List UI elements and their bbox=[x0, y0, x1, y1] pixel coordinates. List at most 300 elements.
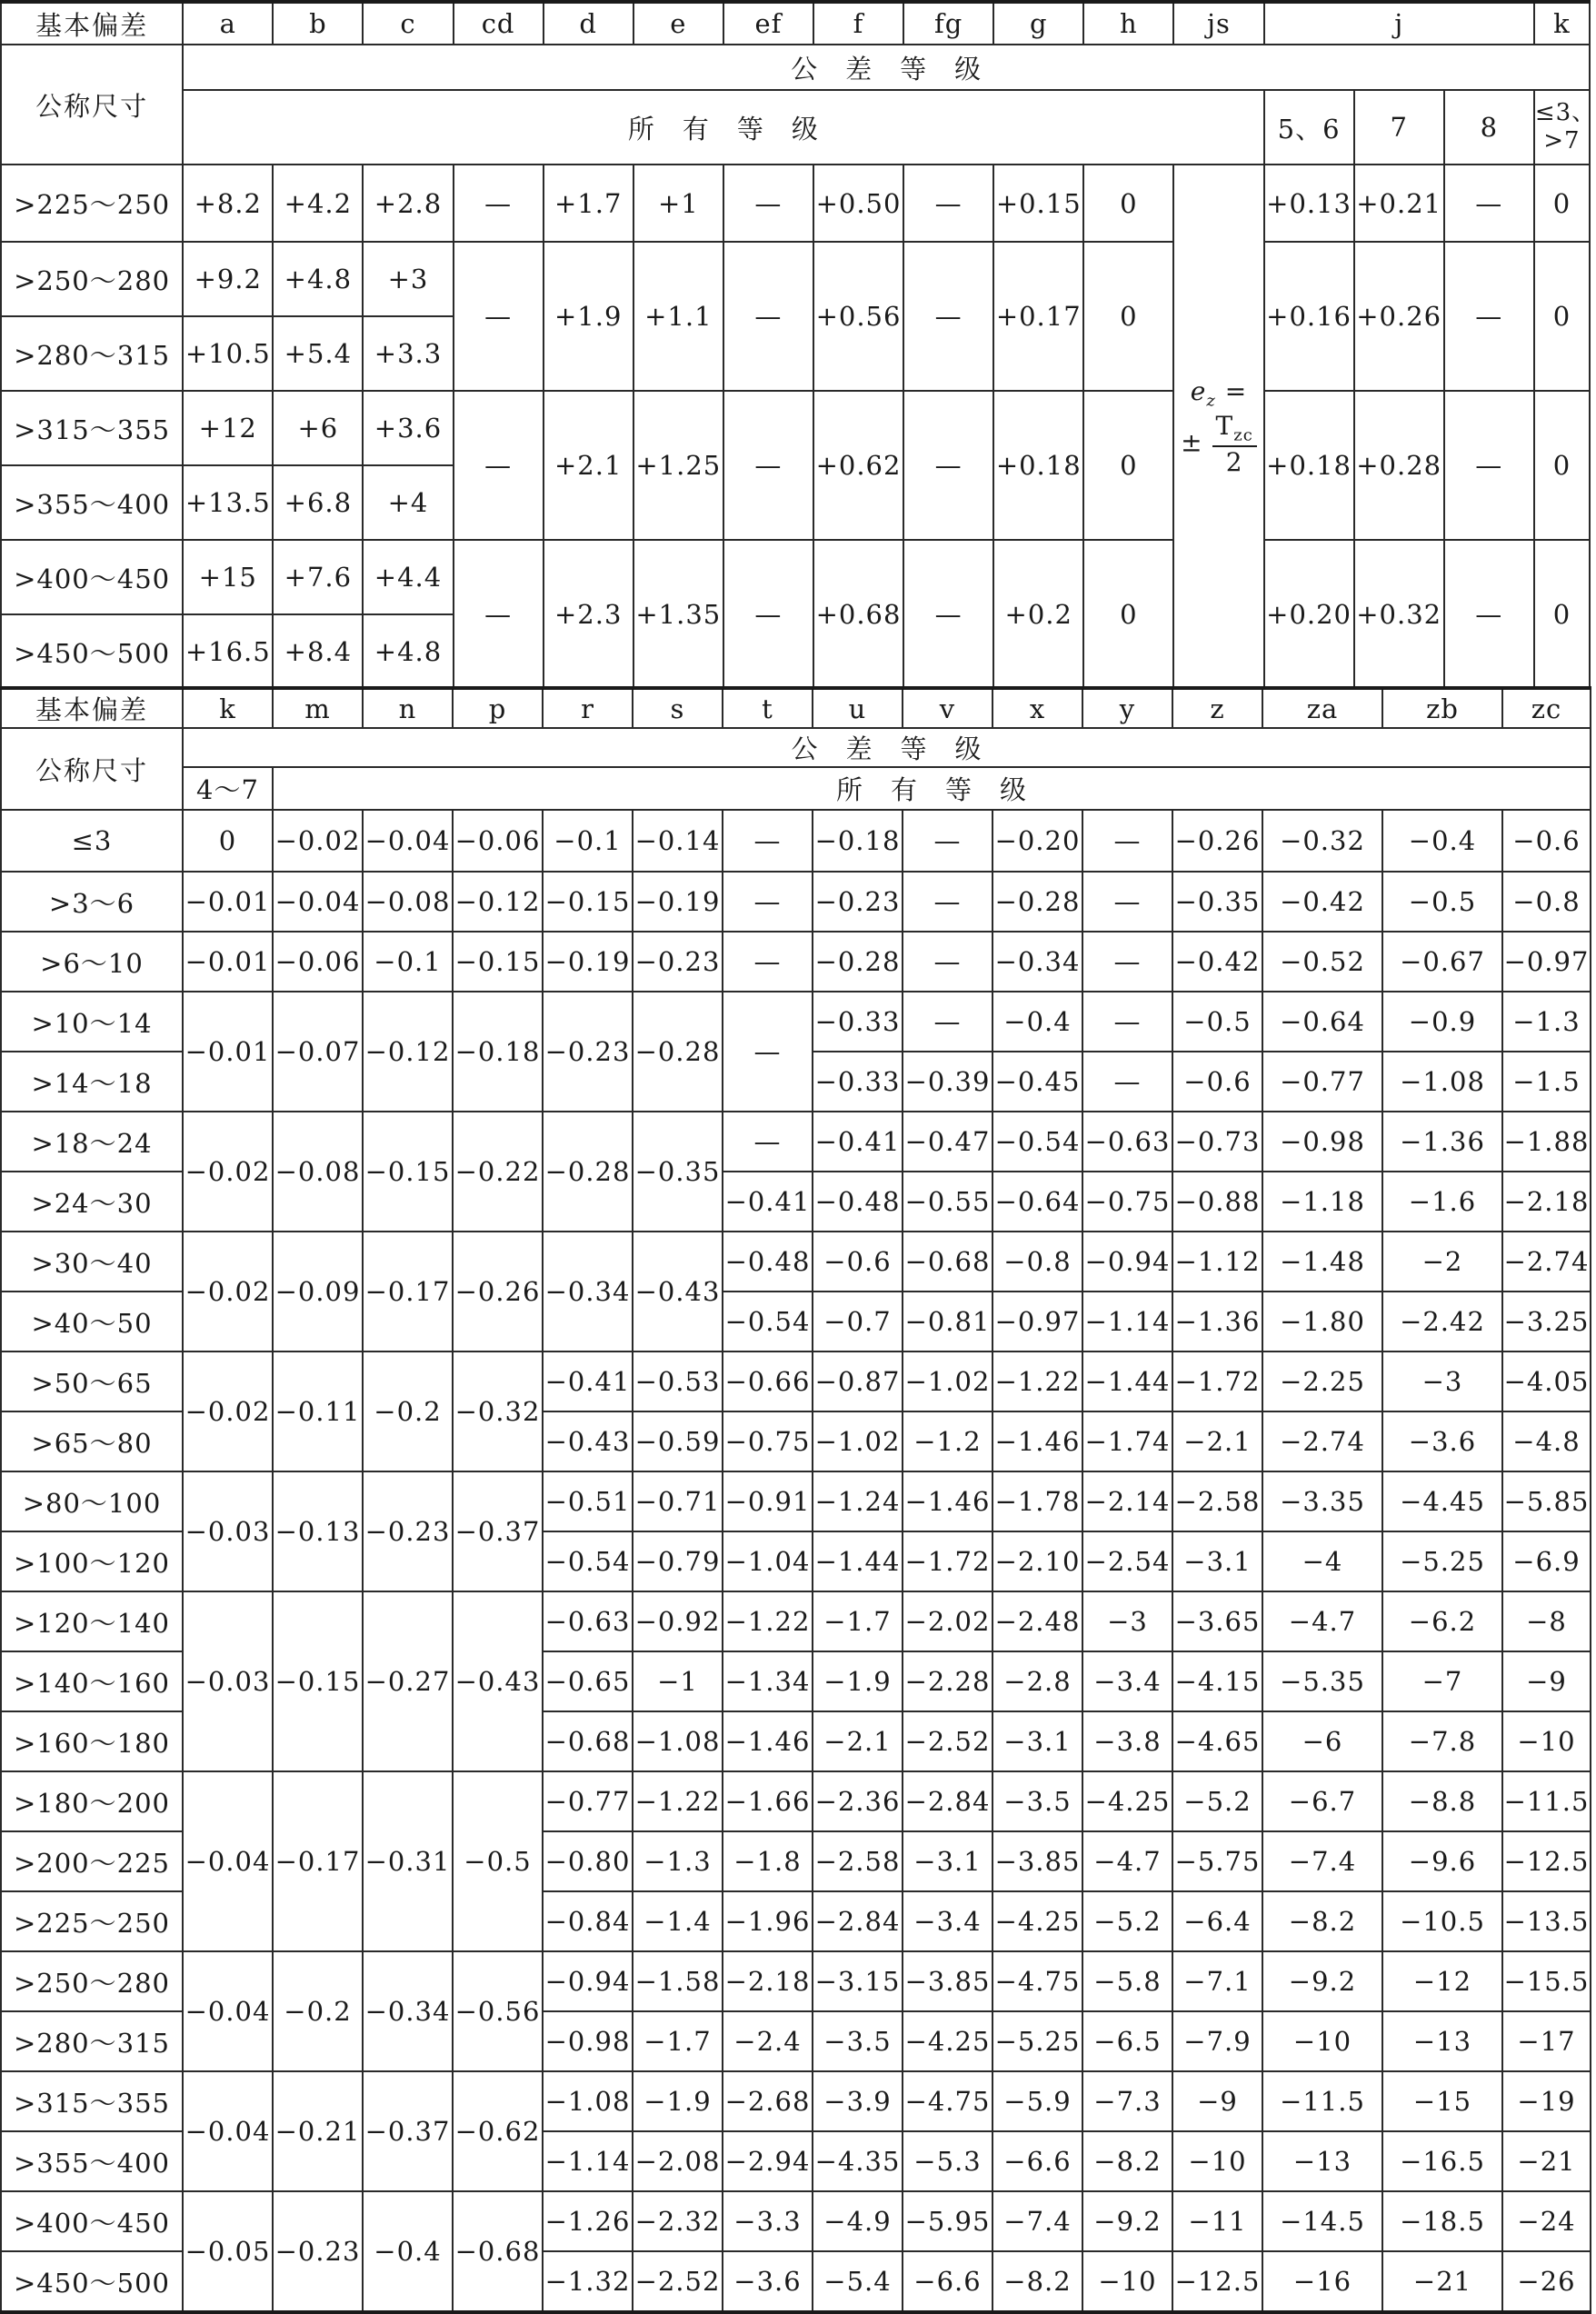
value-za: −11.5 bbox=[1262, 2071, 1382, 2131]
deviation-letter-m: m bbox=[273, 688, 363, 728]
value-u: −3.15 bbox=[813, 1951, 903, 2011]
value-k: −0.04 bbox=[183, 1951, 273, 2071]
value-z: −11 bbox=[1172, 2191, 1262, 2251]
value-m: −0.15 bbox=[273, 1591, 363, 1771]
value-k: −0.04 bbox=[183, 1771, 273, 1951]
value-y: −1.44 bbox=[1082, 1351, 1172, 1411]
value-s: −0.43 bbox=[633, 1232, 723, 1351]
value-x: −7.4 bbox=[993, 2191, 1082, 2251]
value-x: −0.54 bbox=[993, 1112, 1082, 1172]
nominal-size: >30～40 bbox=[1, 1232, 183, 1292]
value-zc: −1.88 bbox=[1502, 1112, 1591, 1172]
value-za: −0.77 bbox=[1262, 1052, 1382, 1112]
value-z: −4.65 bbox=[1172, 1711, 1262, 1771]
table-row bbox=[1, 1232, 1591, 1292]
value-za: −0.52 bbox=[1262, 932, 1382, 992]
value-p: −0.12 bbox=[453, 872, 543, 932]
nominal-size: >100～120 bbox=[1, 1531, 183, 1591]
nominal-size: >355～400 bbox=[1, 2131, 183, 2191]
value-p: −0.32 bbox=[453, 1351, 543, 1471]
value-m: −0.07 bbox=[273, 992, 363, 1112]
value-s: −1.58 bbox=[633, 1951, 723, 2011]
value-p: −0.5 bbox=[453, 1771, 543, 1951]
value-z: −0.26 bbox=[1172, 810, 1262, 872]
value-n: −0.2 bbox=[363, 1351, 453, 1471]
table-row bbox=[1, 810, 1591, 872]
value-t: −1.96 bbox=[723, 1891, 813, 1951]
value-zb: −3.6 bbox=[1382, 1411, 1502, 1471]
value-u: −1.02 bbox=[813, 1411, 903, 1471]
value-n: −0.37 bbox=[363, 2071, 453, 2191]
nominal-size: >50～65 bbox=[1, 1351, 183, 1411]
table-row bbox=[1, 2191, 1591, 2251]
value-z: −5.75 bbox=[1172, 1831, 1262, 1891]
value-x: −2.10 bbox=[993, 1531, 1082, 1591]
value-za: −6 bbox=[1262, 1711, 1382, 1771]
value-t: −0.54 bbox=[723, 1292, 813, 1351]
value-t: — bbox=[723, 992, 813, 1112]
value-x: −0.20 bbox=[993, 810, 1082, 872]
value-t: — bbox=[723, 872, 813, 932]
value-za: −0.98 bbox=[1262, 1112, 1382, 1172]
value-zc: −0.97 bbox=[1502, 932, 1591, 992]
value-y: −0.75 bbox=[1082, 1172, 1172, 1232]
value-zb: −1.08 bbox=[1382, 1052, 1502, 1112]
deviation-letter-s: s bbox=[633, 688, 723, 728]
value-v: — bbox=[903, 992, 993, 1052]
value-z: −7.1 bbox=[1172, 1951, 1262, 2011]
value-x: −0.28 bbox=[993, 872, 1082, 932]
value-z: −7.9 bbox=[1172, 2011, 1262, 2071]
table-row bbox=[1, 992, 1591, 1052]
table-row bbox=[1, 540, 1590, 614]
value-z: −1.12 bbox=[1172, 1232, 1262, 1292]
value-c: +2.8 bbox=[363, 165, 453, 242]
value-z: −2.58 bbox=[1172, 1471, 1262, 1531]
j-grade-0: 5、6 bbox=[1264, 90, 1354, 165]
value-c: +3.6 bbox=[363, 391, 453, 465]
value-c: +3 bbox=[363, 242, 453, 316]
value-t: −0.41 bbox=[723, 1172, 813, 1232]
header-row bbox=[1, 45, 1590, 90]
value-t: — bbox=[723, 810, 813, 872]
value-za: −4.7 bbox=[1262, 1591, 1382, 1651]
value-v: −3.4 bbox=[903, 1891, 993, 1951]
value-t: −0.91 bbox=[723, 1471, 813, 1531]
nominal-size: >225～250 bbox=[1, 1891, 183, 1951]
value-za: −7.4 bbox=[1262, 1831, 1382, 1891]
tolerance-grade-label: 公 差 等 级 bbox=[183, 728, 1591, 767]
value-z: −1.72 bbox=[1172, 1351, 1262, 1411]
value-zc: −6.9 bbox=[1502, 1531, 1591, 1591]
value-v: −0.55 bbox=[903, 1172, 993, 1232]
value-m: −0.04 bbox=[273, 872, 363, 932]
value-v: −6.6 bbox=[903, 2251, 993, 2312]
value-m: −0.13 bbox=[273, 1471, 363, 1591]
value-t: −0.66 bbox=[723, 1351, 813, 1411]
value-r: −0.68 bbox=[543, 1711, 633, 1771]
all-grades-label: 所 有 等 级 bbox=[273, 767, 1591, 810]
value-zc: −19 bbox=[1502, 2071, 1591, 2131]
value-p: −0.37 bbox=[453, 1471, 543, 1591]
value-t: −2.94 bbox=[723, 2131, 813, 2191]
value-k: −0.05 bbox=[183, 2191, 273, 2312]
value-v: −2.52 bbox=[903, 1711, 993, 1771]
value-m: −0.17 bbox=[273, 1771, 363, 1951]
value-y: −5.8 bbox=[1082, 1951, 1172, 2011]
table-row bbox=[1, 391, 1590, 465]
value-u: −0.23 bbox=[813, 872, 903, 932]
table-row bbox=[1, 1351, 1591, 1411]
value-a: +10.5 bbox=[183, 316, 273, 391]
nominal-size: >160～180 bbox=[1, 1711, 183, 1771]
value-h: 0 bbox=[1083, 165, 1173, 242]
nominal-size: >450～500 bbox=[1, 2251, 183, 2312]
value-v: −1.72 bbox=[903, 1531, 993, 1591]
value-t: −1.34 bbox=[723, 1651, 813, 1711]
value-x: −1.78 bbox=[993, 1471, 1082, 1531]
value-za: −1.48 bbox=[1262, 1232, 1382, 1292]
value-f: +0.68 bbox=[813, 540, 903, 689]
formula-pm: ± bbox=[1181, 427, 1203, 458]
value-za: −14.5 bbox=[1262, 2191, 1382, 2251]
value-j7: +0.28 bbox=[1354, 391, 1444, 540]
value-n: −0.34 bbox=[363, 1951, 453, 2071]
all-grades-label: 所 有 等 级 bbox=[183, 90, 1263, 165]
value-e: +1.25 bbox=[633, 391, 723, 540]
deviation-letter-u: u bbox=[813, 688, 903, 728]
value-za: −1.18 bbox=[1262, 1172, 1382, 1232]
value-r: −0.23 bbox=[543, 992, 633, 1112]
nominal-size: ≤3 bbox=[1, 810, 183, 872]
value-b: +7.6 bbox=[273, 540, 363, 614]
value-v: −2.28 bbox=[903, 1651, 993, 1711]
value-za: −1.80 bbox=[1262, 1292, 1382, 1351]
value-fg: — bbox=[903, 391, 993, 540]
value-s: −0.71 bbox=[633, 1471, 723, 1531]
value-zc: −0.6 bbox=[1502, 810, 1591, 872]
value-t: −2.4 bbox=[723, 2011, 813, 2071]
value-z: −12.5 bbox=[1172, 2251, 1262, 2312]
value-z: −5.2 bbox=[1172, 1771, 1262, 1831]
value-x: −5.9 bbox=[993, 2071, 1082, 2131]
nominal-size: >3～6 bbox=[1, 872, 183, 932]
value-h: 0 bbox=[1083, 540, 1173, 689]
value-r: −0.94 bbox=[543, 1951, 633, 2011]
value-p: −0.68 bbox=[453, 2191, 543, 2312]
value-d: +1.7 bbox=[544, 165, 633, 242]
value-n: −0.04 bbox=[363, 810, 453, 872]
value-z: −1.36 bbox=[1172, 1292, 1262, 1351]
value-t: — bbox=[723, 932, 813, 992]
value-y: −6.5 bbox=[1082, 2011, 1172, 2071]
value-zc: −10 bbox=[1502, 1711, 1591, 1771]
value-x: −0.97 bbox=[993, 1292, 1082, 1351]
value-r: −0.19 bbox=[543, 932, 633, 992]
value-c: +4.8 bbox=[363, 614, 453, 689]
value-s: −0.14 bbox=[633, 810, 723, 872]
value-s: −0.79 bbox=[633, 1531, 723, 1591]
nominal-size: >400～450 bbox=[1, 2191, 183, 2251]
nominal-size: >225～250 bbox=[1, 165, 183, 242]
deviation-letter-n: n bbox=[363, 688, 453, 728]
value-u: −0.87 bbox=[813, 1351, 903, 1411]
value-z: −10 bbox=[1172, 2131, 1262, 2191]
value-u: −4.35 bbox=[813, 2131, 903, 2191]
value-zb: −8.8 bbox=[1382, 1771, 1502, 1831]
value-t: −1.04 bbox=[723, 1531, 813, 1591]
value-t: −0.75 bbox=[723, 1411, 813, 1471]
nominal-size: >315～355 bbox=[1, 391, 183, 465]
value-zc: −4.8 bbox=[1502, 1411, 1591, 1471]
value-x: −3.1 bbox=[993, 1711, 1082, 1771]
value-r: −0.51 bbox=[543, 1471, 633, 1531]
value-k: −0.02 bbox=[183, 1351, 273, 1471]
value-zc: −4.05 bbox=[1502, 1351, 1591, 1411]
deviation-letter-h: h bbox=[1083, 2, 1173, 45]
value-r: −1.26 bbox=[543, 2191, 633, 2251]
value-d: +2.1 bbox=[544, 391, 633, 540]
value-z: −0.6 bbox=[1172, 1052, 1262, 1112]
value-y: −5.2 bbox=[1082, 1891, 1172, 1951]
value-zb: −0.5 bbox=[1382, 872, 1502, 932]
value-u: −5.4 bbox=[813, 2251, 903, 2312]
value-t: −1.46 bbox=[723, 1711, 813, 1771]
deviation-letter-a: a bbox=[183, 2, 273, 45]
deviation-letter-d: d bbox=[544, 2, 633, 45]
value-p: −0.18 bbox=[453, 992, 543, 1112]
value-zb: −4.45 bbox=[1382, 1471, 1502, 1531]
deviation-letter-e: e bbox=[633, 2, 723, 45]
value-b: +5.4 bbox=[273, 316, 363, 391]
value-x: −4.25 bbox=[993, 1891, 1082, 1951]
nominal-size: >80～100 bbox=[1, 1471, 183, 1531]
value-zb: −5.25 bbox=[1382, 1531, 1502, 1591]
value-zb: −10.5 bbox=[1382, 1891, 1502, 1951]
value-s: −0.28 bbox=[633, 992, 723, 1112]
value-fg: — bbox=[903, 540, 993, 689]
value-g: +0.18 bbox=[993, 391, 1083, 540]
value-k: −0.02 bbox=[183, 1232, 273, 1351]
value-p: −0.62 bbox=[453, 2071, 543, 2191]
nominal-size: >65～80 bbox=[1, 1411, 183, 1471]
value-u: −0.33 bbox=[813, 992, 903, 1052]
value-k: −0.02 bbox=[183, 1112, 273, 1232]
value-b: +4.2 bbox=[273, 165, 363, 242]
value-b: +6 bbox=[273, 391, 363, 465]
value-n: −0.1 bbox=[363, 932, 453, 992]
value-f: +0.62 bbox=[813, 391, 903, 540]
value-zc: −3.25 bbox=[1502, 1292, 1591, 1351]
value-k: −0.01 bbox=[183, 872, 273, 932]
value-zc: −8 bbox=[1502, 1591, 1591, 1651]
value-n: −0.17 bbox=[363, 1232, 453, 1351]
value-zb: −9.6 bbox=[1382, 1831, 1502, 1891]
value-z: −2.1 bbox=[1172, 1411, 1262, 1471]
value-u: −0.28 bbox=[813, 932, 903, 992]
nominal-size-label: 公称尺寸 bbox=[1, 728, 183, 810]
value-fg: — bbox=[903, 242, 993, 391]
nominal-size: >10～14 bbox=[1, 992, 183, 1052]
nominal-size: >280～315 bbox=[1, 2011, 183, 2071]
deviation-letter-f: f bbox=[813, 2, 903, 45]
value-zb: −1.6 bbox=[1382, 1172, 1502, 1232]
value-y: — bbox=[1082, 872, 1172, 932]
nominal-size: >6～10 bbox=[1, 932, 183, 992]
value-t: — bbox=[723, 1112, 813, 1172]
value-k: −0.03 bbox=[183, 1471, 273, 1591]
value-y: −4.7 bbox=[1082, 1831, 1172, 1891]
header-row bbox=[1, 688, 1591, 728]
value-k: 0 bbox=[1534, 391, 1590, 540]
value-zb: −12 bbox=[1382, 1951, 1502, 2011]
value-y: −1.14 bbox=[1082, 1292, 1172, 1351]
value-cd: — bbox=[454, 391, 544, 540]
value-j7: +0.32 bbox=[1354, 540, 1444, 689]
deviation-letter-k: k bbox=[183, 688, 273, 728]
value-n: −0.27 bbox=[363, 1591, 453, 1771]
value-za: −0.42 bbox=[1262, 872, 1382, 932]
value-d: +2.3 bbox=[544, 540, 633, 689]
value-u: −1.7 bbox=[813, 1591, 903, 1651]
value-j56: +0.20 bbox=[1264, 540, 1354, 689]
value-za: −3.35 bbox=[1262, 1471, 1382, 1531]
value-t: −1.22 bbox=[723, 1591, 813, 1651]
value-y: −3.8 bbox=[1082, 1711, 1172, 1771]
value-k: −0.03 bbox=[183, 1591, 273, 1771]
value-y: −0.94 bbox=[1082, 1232, 1172, 1292]
value-k: 0 bbox=[183, 810, 273, 872]
value-x: −2.48 bbox=[993, 1591, 1082, 1651]
table-row bbox=[1, 165, 1590, 242]
value-m: −0.11 bbox=[273, 1351, 363, 1471]
value-m: −0.2 bbox=[273, 1951, 363, 2071]
value-a: +15 bbox=[183, 540, 273, 614]
j-grade-2: 8 bbox=[1444, 90, 1534, 165]
value-b: +8.4 bbox=[273, 614, 363, 689]
value-s: −1.3 bbox=[633, 1831, 723, 1891]
nominal-size: >200～225 bbox=[1, 1831, 183, 1891]
js-formula bbox=[1173, 165, 1263, 689]
value-cd: — bbox=[454, 242, 544, 391]
value-za: −8.2 bbox=[1262, 1891, 1382, 1951]
value-zc: −17 bbox=[1502, 2011, 1591, 2071]
deviation-letter-g: g bbox=[993, 2, 1083, 45]
value-u: −1.9 bbox=[813, 1651, 903, 1711]
value-zc: −13.5 bbox=[1502, 1891, 1591, 1951]
value-r: −1.14 bbox=[543, 2131, 633, 2191]
value-zc: −15.5 bbox=[1502, 1951, 1591, 2011]
value-x: −0.45 bbox=[993, 1052, 1082, 1112]
value-y: −9.2 bbox=[1082, 2191, 1172, 2251]
value-r: −0.77 bbox=[543, 1771, 633, 1831]
value-v: — bbox=[903, 810, 993, 872]
deviation-letter-t: t bbox=[723, 688, 813, 728]
value-zb: −6.2 bbox=[1382, 1591, 1502, 1651]
table-row bbox=[1, 1591, 1591, 1651]
value-zb: −7.8 bbox=[1382, 1711, 1502, 1771]
value-a: +9.2 bbox=[183, 242, 273, 316]
value-n: −0.08 bbox=[363, 872, 453, 932]
value-s: −0.59 bbox=[633, 1411, 723, 1471]
table-row bbox=[1, 1771, 1591, 1831]
value-u: −0.6 bbox=[813, 1232, 903, 1292]
value-z: −4.15 bbox=[1172, 1651, 1262, 1711]
upper-deviation-table bbox=[0, 0, 1596, 690]
value-m: −0.21 bbox=[273, 2071, 363, 2191]
value-u: −0.48 bbox=[813, 1172, 903, 1232]
deviation-letter-x: x bbox=[993, 688, 1082, 728]
value-j56: +0.18 bbox=[1264, 391, 1354, 540]
value-r: −0.28 bbox=[543, 1112, 633, 1232]
value-zb: −18.5 bbox=[1382, 2191, 1502, 2251]
formula-lhs: $e_z$ bbox=[1190, 375, 1216, 411]
value-u: −0.18 bbox=[813, 810, 903, 872]
value-m: −0.02 bbox=[273, 810, 363, 872]
value-s: −0.19 bbox=[633, 872, 723, 932]
value-zb: −3 bbox=[1382, 1351, 1502, 1411]
value-s: −1.7 bbox=[633, 2011, 723, 2071]
value-r: −1.08 bbox=[543, 2071, 633, 2131]
k-grade-label: ≤3、>7 bbox=[1534, 90, 1590, 165]
nominal-size: >120～140 bbox=[1, 1591, 183, 1651]
nominal-size: >18～24 bbox=[1, 1112, 183, 1172]
value-v: −2.02 bbox=[903, 1591, 993, 1651]
value-y: — bbox=[1082, 932, 1172, 992]
value-e: +1.35 bbox=[633, 540, 723, 689]
value-d: +1.9 bbox=[544, 242, 633, 391]
value-v: −0.39 bbox=[903, 1052, 993, 1112]
k-grade-label: 4～7 bbox=[183, 767, 273, 810]
value-b: +4.8 bbox=[273, 242, 363, 316]
nominal-size: >14～18 bbox=[1, 1052, 183, 1112]
value-v: −1.02 bbox=[903, 1351, 993, 1411]
lower-deviation-table bbox=[0, 686, 1591, 2314]
value-y: −3.4 bbox=[1082, 1651, 1172, 1711]
value-k: −0.04 bbox=[183, 2071, 273, 2191]
value-zc: −9 bbox=[1502, 1651, 1591, 1711]
value-r: −0.98 bbox=[543, 2011, 633, 2071]
value-z: −0.88 bbox=[1172, 1172, 1262, 1232]
value-p: −0.06 bbox=[453, 810, 543, 872]
value-b: +6.8 bbox=[273, 465, 363, 540]
value-z: −0.35 bbox=[1172, 872, 1262, 932]
value-v: −0.81 bbox=[903, 1292, 993, 1351]
value-v: −5.95 bbox=[903, 2191, 993, 2251]
value-z: −0.5 bbox=[1172, 992, 1262, 1052]
value-zb: −0.67 bbox=[1382, 932, 1502, 992]
value-s: −0.35 bbox=[633, 1112, 723, 1232]
value-u: −2.58 bbox=[813, 1831, 903, 1891]
table-row bbox=[1, 2071, 1591, 2131]
value-n: −0.23 bbox=[363, 1471, 453, 1591]
value-y: −0.63 bbox=[1082, 1112, 1172, 1172]
value-y: — bbox=[1082, 992, 1172, 1052]
deviation-letter-z: z bbox=[1172, 688, 1262, 728]
value-p: −0.15 bbox=[453, 932, 543, 992]
value-ef: — bbox=[723, 540, 813, 689]
value-s: −2.08 bbox=[633, 2131, 723, 2191]
value-j56: +0.16 bbox=[1264, 242, 1354, 391]
deviation-letter-js: js bbox=[1173, 2, 1263, 45]
value-z: −0.73 bbox=[1172, 1112, 1262, 1172]
value-h: 0 bbox=[1083, 391, 1173, 540]
value-zc: −1.3 bbox=[1502, 992, 1591, 1052]
value-k: −0.01 bbox=[183, 992, 273, 1112]
value-m: −0.23 bbox=[273, 2191, 363, 2312]
value-n: −0.15 bbox=[363, 1112, 453, 1232]
value-r: −0.65 bbox=[543, 1651, 633, 1711]
